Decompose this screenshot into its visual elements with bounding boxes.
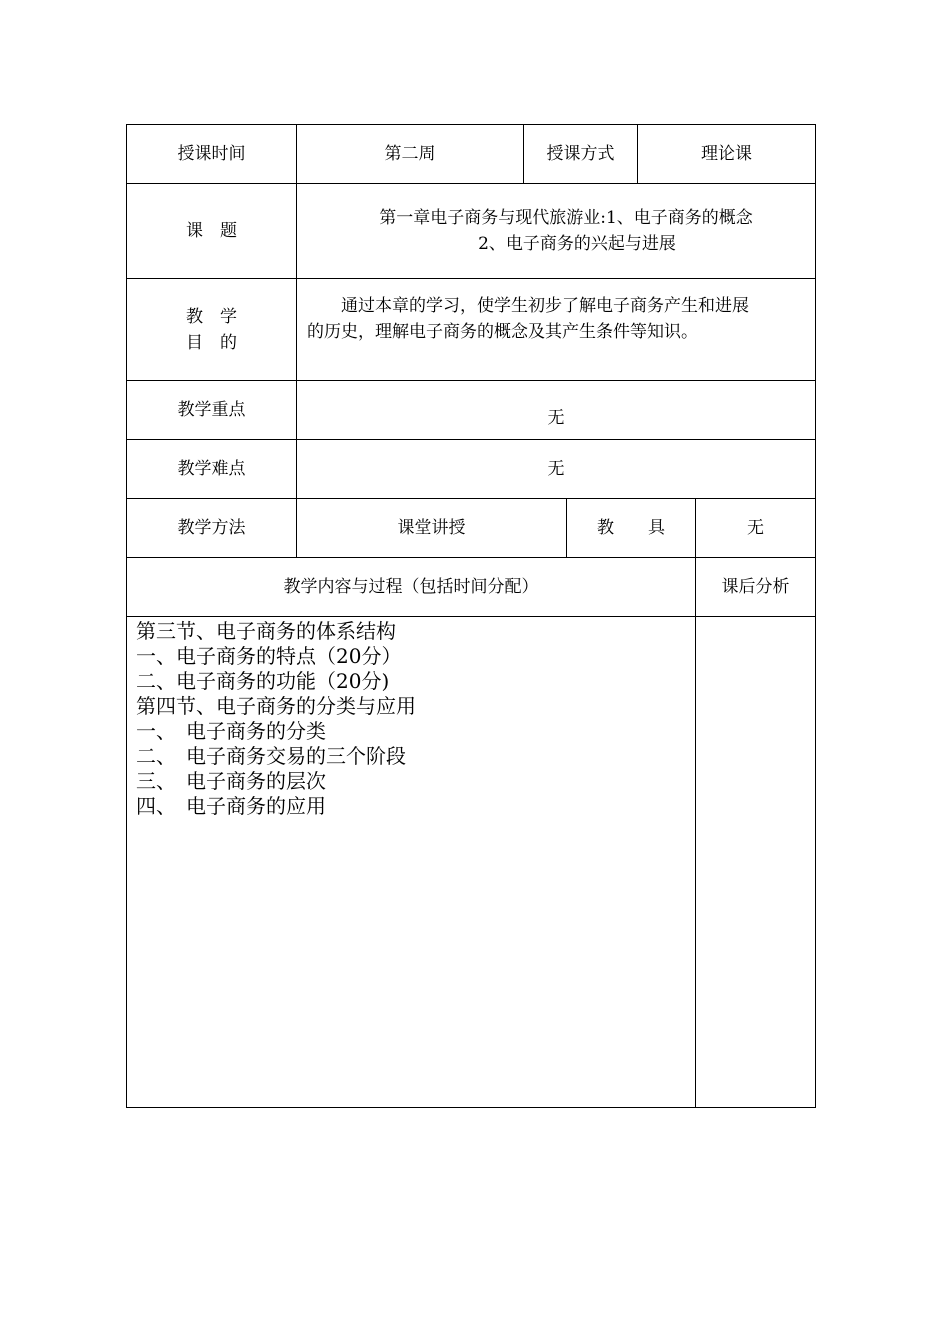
tools-label-cell: [566, 498, 696, 558]
key-point-value-cell: [296, 380, 816, 440]
mode-value: 理论课: [701, 144, 752, 164]
key-point-value: 无: [547, 408, 565, 428]
process-content-header-cell: [126, 557, 696, 617]
method-value-cell: [296, 498, 567, 558]
analysis-header-cell: [695, 557, 816, 617]
topic-line-1: 第一章电子商务与现代旅游业:1、电子商务的概念: [379, 208, 753, 228]
difficulty-label: 教学难点: [177, 459, 246, 479]
method-label: 教学方法: [177, 518, 246, 538]
topic-label: 课 题: [186, 221, 237, 241]
time-value: 第二周: [384, 144, 436, 164]
tools-label: 教 具: [597, 518, 665, 538]
content-line: 第四节、电子商务的分类与应用: [136, 694, 416, 718]
mode-value-cell: [637, 124, 816, 184]
tools-value: 无: [747, 518, 764, 538]
difficulty-value: 无: [547, 459, 565, 479]
goal-line-1: 通过本章的学习，使学生初步了解电子商务产生和进展: [307, 296, 749, 316]
difficulty-value-cell: [296, 439, 816, 499]
key-point-label: 教学重点: [177, 400, 246, 420]
goal-label-line-2: 目 的: [186, 332, 237, 353]
content-line: 一、电子商务的特点（20分）: [136, 644, 402, 668]
content-line: 二、电子商务的功能（20分): [136, 669, 390, 693]
time-label: 授课时间: [177, 144, 246, 164]
content-line: 一、 电子商务的分类: [136, 719, 326, 743]
mode-label-cell: [523, 124, 638, 184]
difficulty-label-cell: [126, 439, 297, 499]
analysis-cell: [695, 616, 816, 1108]
method-label-cell: [126, 498, 297, 558]
content-line: 第三节、电子商务的体系结构: [136, 619, 396, 643]
topic-value-cell: [296, 183, 816, 279]
goal-value-cell: [296, 278, 816, 381]
content-line: 四、 电子商务的应用: [136, 794, 326, 818]
key-point-label-cell: [126, 380, 297, 440]
mode-label: 授课方式: [546, 144, 615, 164]
tools-value-cell: [695, 498, 816, 558]
process-content-cell: [126, 616, 696, 1108]
analysis-header: 课后分析: [721, 577, 790, 597]
goal-line-2: 的历史，理解电子商务的概念及其产生条件等知识。: [307, 322, 698, 342]
goal-label-line-1: 教 学: [186, 306, 237, 327]
method-value: 课堂讲授: [397, 518, 466, 538]
topic-label-cell: [126, 183, 297, 279]
content-line: 三、 电子商务的层次: [136, 769, 326, 793]
content-line: 二、 电子商务交易的三个阶段: [136, 744, 406, 768]
process-content-header: 教学内容与过程（包括时间分配）: [283, 577, 539, 597]
time-label-cell: [126, 124, 297, 184]
topic-line-2: 2、电子商务的兴起与进展: [478, 234, 676, 254]
goal-label-cell: [126, 278, 297, 381]
time-value-cell: [296, 124, 524, 184]
